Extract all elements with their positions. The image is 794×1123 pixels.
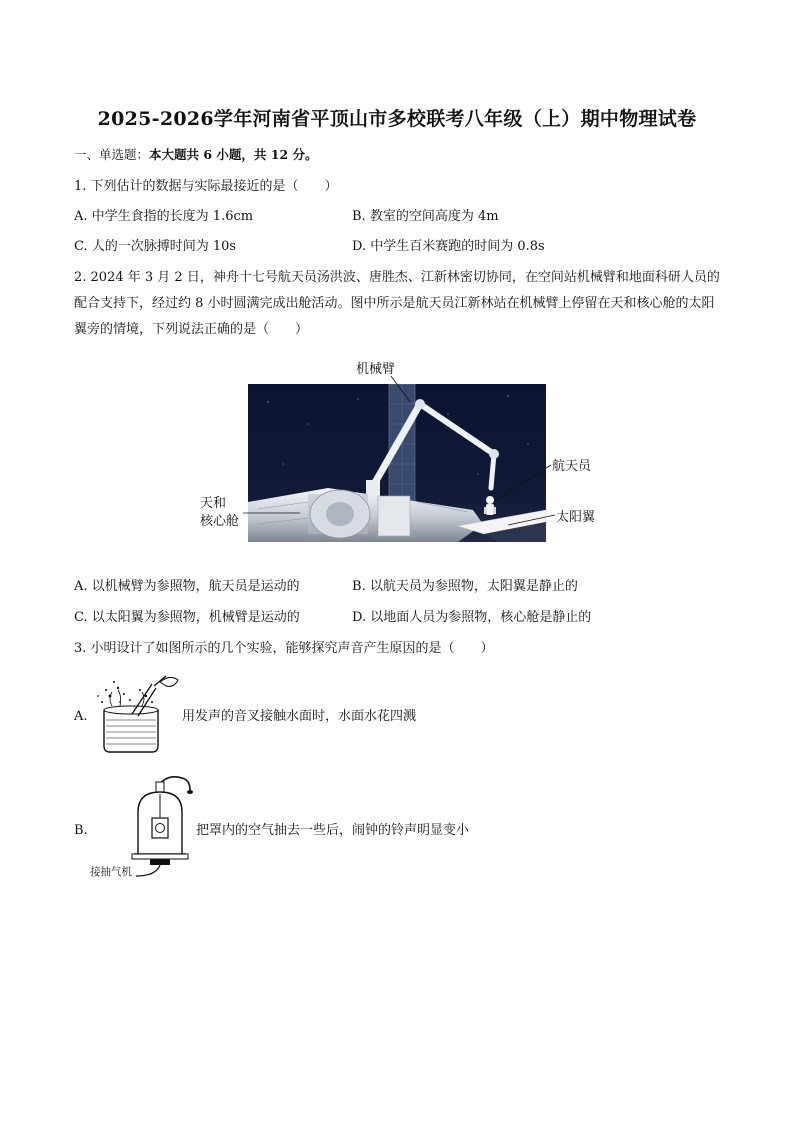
- page-title: 2025-2026学年河南省平顶山市多校联考八年级（上）期中物理试卷: [97, 108, 697, 130]
- question-2-stem: 2. 2024 年 3 月 2 日，神舟十七号航天员汤洪波、唐胜杰、江新林密切协同，在空间站机械臂和地面科研人员的配合支持下，经过约 8 小时圆满完成出舱活动。图中所示是航天员江新林站在机械臂上停留在天和核心舱的太阳翼旁的情境，下列说法正确的是（ ）: [74, 270, 720, 337]
- question-1-stem: 1. 下列估计的数据与实际最接近的是（ ）: [74, 179, 338, 194]
- question-1-option-c: C. 人的一次脉搏时间为 10s: [74, 239, 237, 254]
- question-1-option-d: D. 中学生百米赛跑的时间为 0.8s: [352, 239, 545, 254]
- question-2-option-c: C. 以太阳翼为参照物，机械臂是运动的: [74, 610, 300, 625]
- label-module-line2: 核心舱: [200, 514, 240, 529]
- question-3-stem: 3. 小明设计了如图所示的几个实验，能够探究声音产生原因的是（ ）: [74, 641, 494, 656]
- question-3-option-a-text: 用发声的音叉接触水面时，水面水花四溅: [182, 709, 417, 724]
- label-vacuum-pump: 接抽气机: [90, 866, 132, 878]
- label-module-line1: 天和: [200, 496, 227, 511]
- label-arm: 机械臂: [356, 362, 396, 377]
- section-header: [74, 146, 318, 164]
- question-2-option-b: B. 以航天员为参照物，太阳翼是静止的: [352, 579, 578, 594]
- label-astronaut: 航天员: [552, 459, 592, 474]
- question-2-option-a: A. 以机械臂为参照物，航天员是运动的: [74, 579, 300, 594]
- question-3-option-b-letter: B.: [74, 823, 88, 838]
- question-2-option-d: D. 以地面人员为参照物，核心舱是静止的: [352, 610, 592, 625]
- question-3-option-a-letter: A.: [74, 709, 88, 724]
- section-label: 一、单选题：: [74, 147, 150, 162]
- space-station-photo: [248, 384, 546, 542]
- question-1-option-a: A. 中学生食指的长度为 1.6cm: [74, 209, 254, 224]
- section-summary: 本大题共 6 小题，共 12 分。: [149, 147, 318, 162]
- tuning-fork-water-figure: [90, 672, 182, 756]
- bell-jar-figure: [128, 772, 196, 880]
- label-solar-wing: 太阳翼: [556, 510, 596, 525]
- question-1-option-b: B. 教室的空间高度为 4m: [352, 209, 499, 224]
- question-3-option-b-text: 把罩内的空气抽去一些后，闹钟的铃声明显变小: [196, 823, 470, 838]
